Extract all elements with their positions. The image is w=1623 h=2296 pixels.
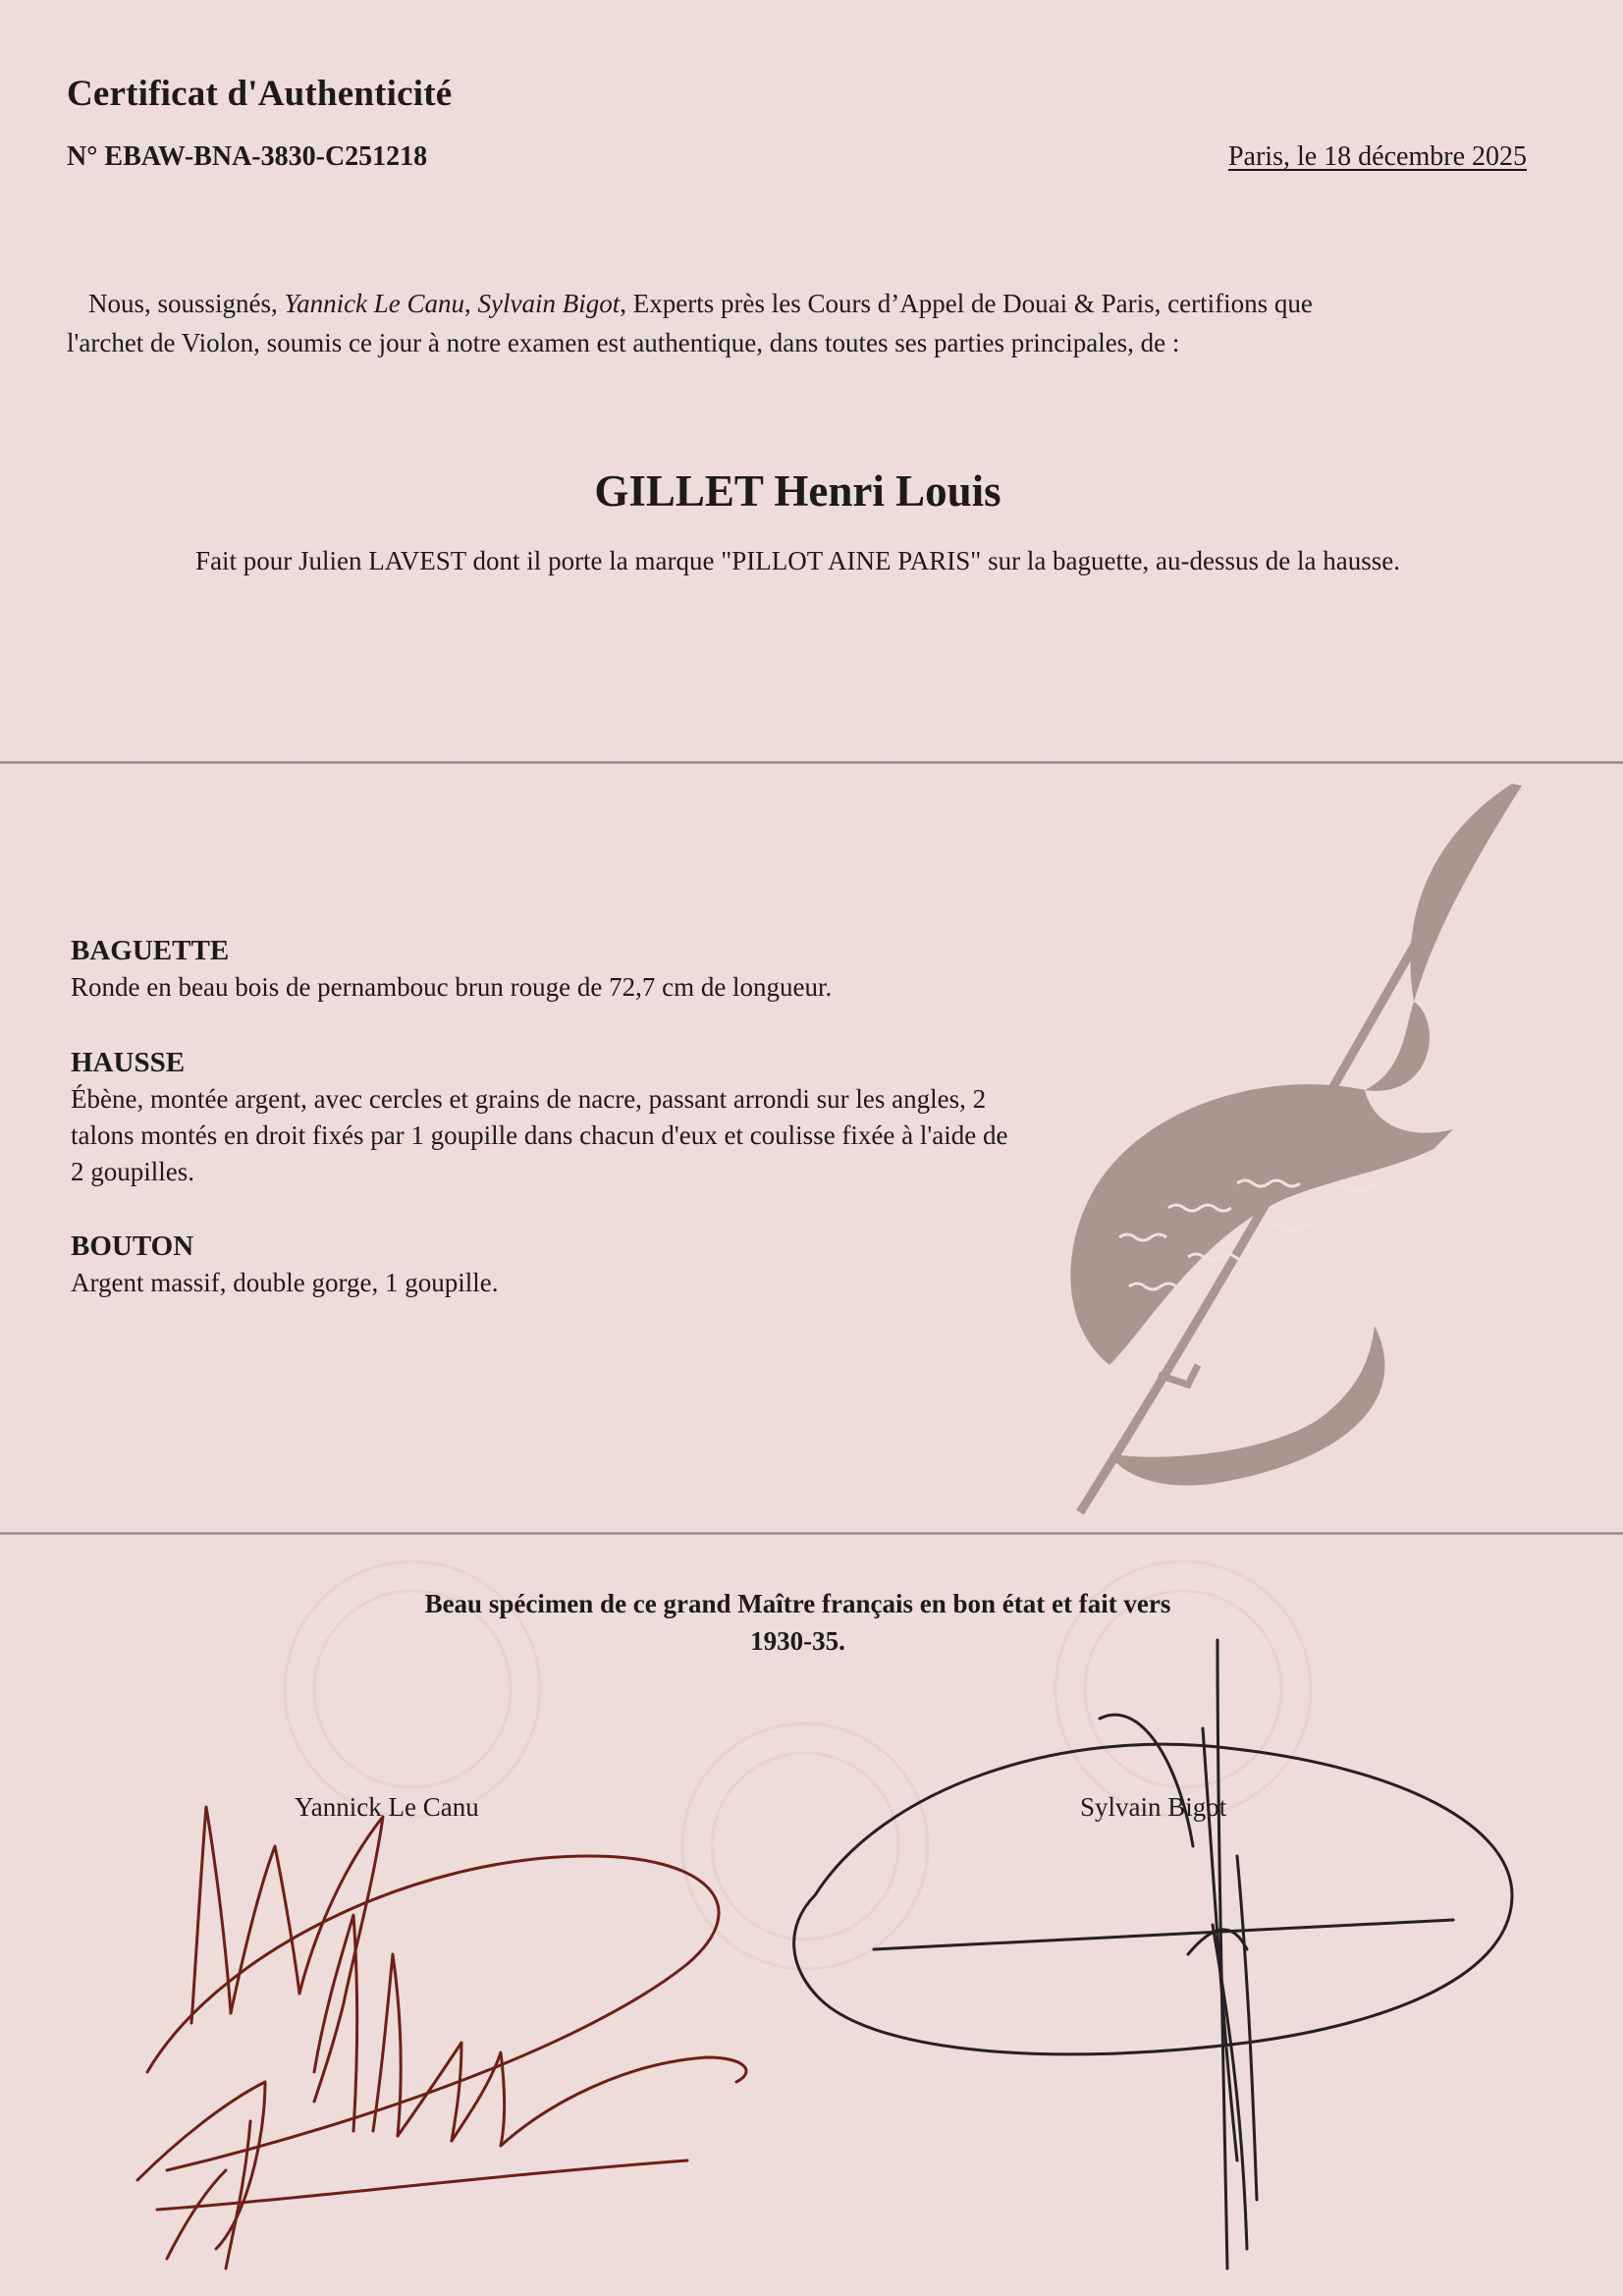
maker-name: GILLET Henri Louis	[594, 466, 1001, 516]
signature-right	[794, 1640, 1512, 2269]
section-heading: BAGUETTE	[71, 935, 230, 966]
intro-rest-1: , Experts près les Cours d’Appel de Douai & Paris, certifions que	[620, 289, 1313, 318]
intro-rest-2: l'archet de Violon, soumis ce jour à notre examen est authentique, dans toutes ses parties principales, de :	[67, 328, 1180, 357]
bow-scroll-logo-icon	[1041, 776, 1551, 1522]
section-text: Ébène, montée argent, avec cercles et grains de nacre, passant arrondi sur les angles, 2 talons montés en droit fixés par 1 goupille dans chacun d'eux et coulisse fixée à l'aide de 2 goupilles.	[71, 1084, 1008, 1186]
signature-name-right: Sylvain Bigot	[1080, 1792, 1227, 1822]
fold-line-top	[0, 761, 1623, 764]
intro-expert-1: Yannick Le Canu	[284, 289, 465, 318]
section-baguette	[71, 932, 1013, 1006]
intro-expert-2: Sylvain Bigot	[477, 289, 621, 318]
section-heading: BOUTON	[71, 1230, 194, 1262]
certificate-date: Paris, le 18 décembre 2025	[1227, 141, 1527, 172]
section-hausse	[71, 1044, 1013, 1190]
section-bouton	[71, 1228, 1013, 1301]
section-text: Argent massif, double gorge, 1 goupille.	[71, 1268, 499, 1297]
section-heading: HAUSSE	[71, 1047, 186, 1078]
section-text: Ronde en beau bois de pernambouc brun rouge de 72,7 cm de longueur.	[71, 972, 833, 1002]
fold-line-bottom	[0, 1532, 1623, 1535]
intro-paragraph	[67, 284, 1500, 362]
intro-separator: ,	[464, 289, 478, 318]
certificate-number: N° EBAW-BNA-3830-C251218	[67, 141, 428, 172]
conclusion-line-1: Beau spécimen de ce grand Maître français en bon état et fait vers	[424, 1589, 1171, 1618]
intro-lead: Nous, soussignés,	[88, 289, 285, 318]
signature-name-left: Yannick Le Canu	[295, 1792, 479, 1822]
signature-left	[137, 1807, 746, 2269]
conclusion-line-2: 1930-35.	[750, 1626, 845, 1656]
conclusion	[0, 1585, 1596, 1660]
made-for-line: Fait pour Julien LAVEST dont il porte la marque "PILLOT AINE PARIS" sur la baguette, au-dessus de la hausse.	[195, 546, 1400, 575]
certificate-title: Certificat d'Authenticité	[67, 74, 453, 114]
